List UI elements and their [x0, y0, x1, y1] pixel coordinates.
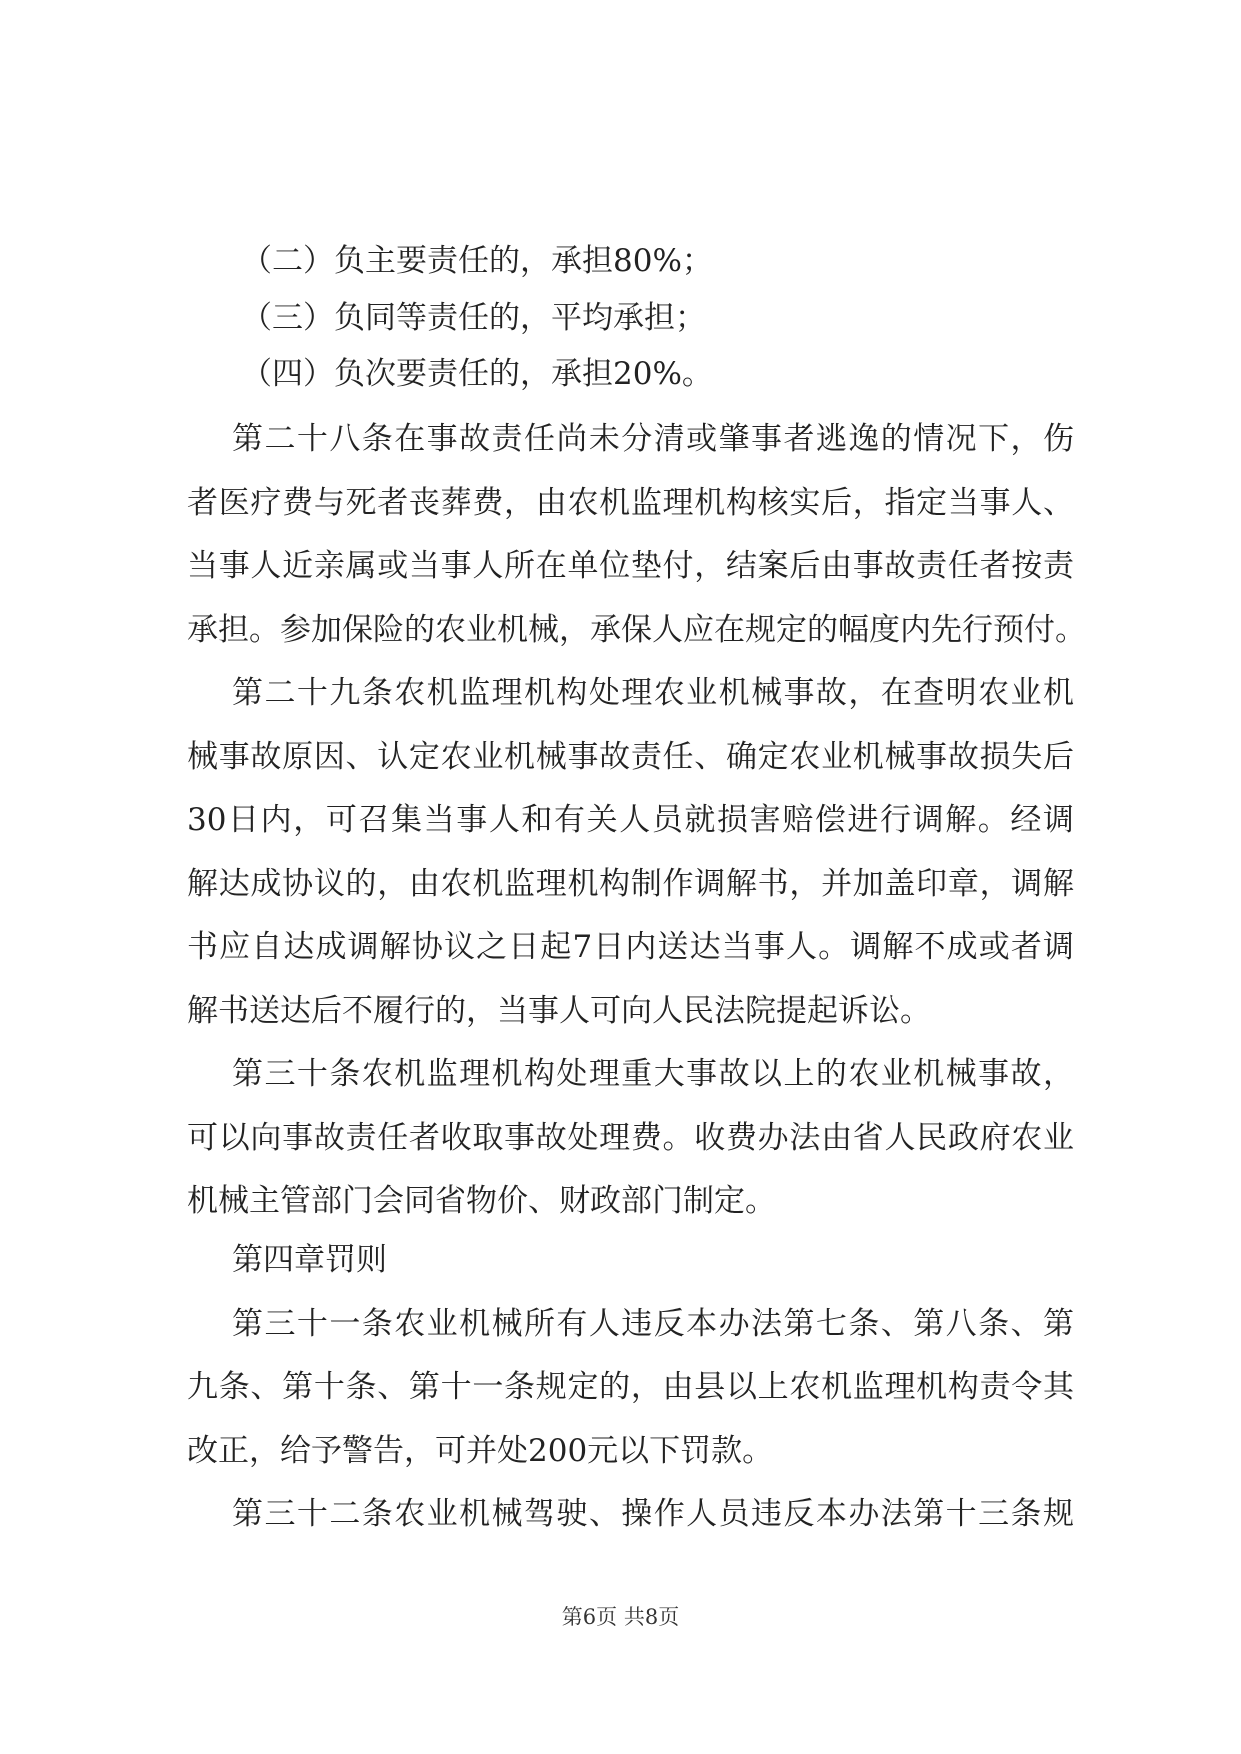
text-line: 者医疗费与死者丧葬费，由农机监理机构核实后，指定当事人、 — [187, 485, 1074, 521]
text-line: 解达成协议的，由农机监理机构制作调解书，并加盖印章，调解 — [187, 866, 1074, 902]
text-line: 械事故原因、认定农业机械事故责任、确定农业机械事故损失后 — [187, 739, 1074, 775]
text-line: （二）负主要责任的，承担80%； — [241, 243, 713, 279]
section-heading: 第四章罚则 — [232, 1242, 387, 1278]
text-line: 书应自达成调解协议之日起7日内送达当事人。调解不成或者调 — [187, 929, 1074, 965]
text-line: 当事人近亲属或当事人所在单位垫付，结案后由事故责任者按责 — [187, 548, 1074, 584]
text-line: 第三十条农机监理机构处理重大事故以上的农业机械事故， — [232, 1056, 1074, 1092]
text-line: 第三十二条农业机械驾驶、操作人员违反本办法第十三条规 — [232, 1496, 1074, 1532]
text-line: 机械主管部门会同省物价、财政部门制定。 — [187, 1183, 776, 1219]
text-line: 九条、第十条、第十一条规定的，由县以上农机监理机构责令其 — [187, 1369, 1074, 1405]
text-line: （三）负同等责任的，平均承担； — [241, 300, 706, 336]
text-line: 可以向事故责任者收取事故处理费。收费办法由省人民政府农业 — [187, 1120, 1074, 1156]
page-footer: 第6页 共8页 — [561, 1605, 680, 1629]
text-line: 30日内，可召集当事人和有关人员就损害赔偿进行调解。经调 — [187, 802, 1074, 838]
text-line: 承担。参加保险的农业机械，承保人应在规定的幅度内先行预付。 — [187, 612, 1086, 648]
text-line: 第二十八条在事故责任尚未分清或肇事者逃逸的情况下，伤 — [232, 421, 1074, 457]
text-line: 解书送达后不履行的，当事人可向人民法院提起诉讼。 — [187, 993, 931, 1029]
text-line: 改正，给予警告，可并处200元以下罚款。 — [187, 1433, 774, 1469]
text-line: 第三十一条农业机械所有人违反本办法第七条、第八条、第 — [232, 1306, 1074, 1342]
text-line: 第二十九条农机监理机构处理农业机械事故，在查明农业机 — [232, 675, 1074, 711]
text-line: （四）负次要责任的，承担20%。 — [241, 356, 713, 392]
